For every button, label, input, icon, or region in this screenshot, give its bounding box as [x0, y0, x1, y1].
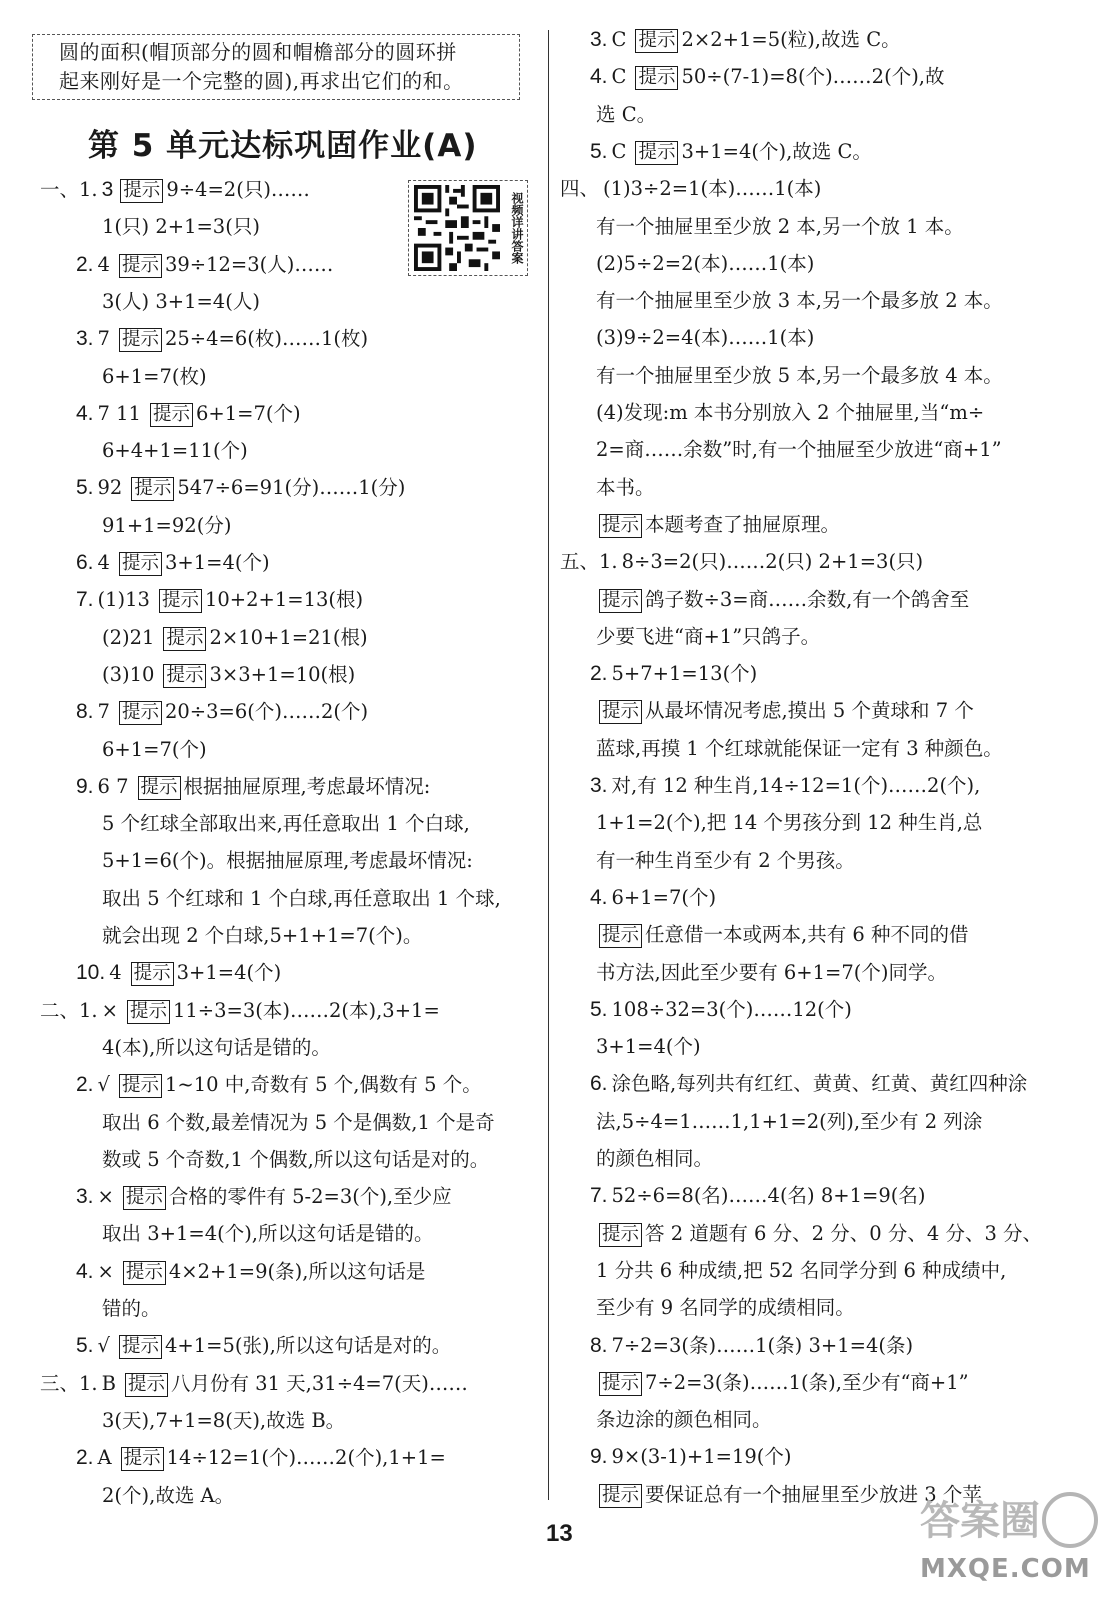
answer-text: 1(只) 2+1=3(只): [102, 215, 260, 239]
question-number: 7.: [76, 588, 94, 612]
answer-text: 10+2+1=13(根): [204, 588, 364, 612]
answer-text: 4(本),所以这句话是错的。: [102, 1035, 331, 1059]
answer-text: 6+1=7(枚): [102, 364, 207, 388]
hint-label: 提示: [123, 1186, 166, 1210]
answer-text: 547÷6=91(分)……1(分): [177, 476, 406, 500]
answer-text: 有一种生肖至少有 2 个男孩。: [596, 848, 855, 872]
answer-line: [596, 735, 1003, 763]
section-number: 五、1.: [560, 550, 618, 574]
hint-label: 提示: [120, 179, 163, 203]
hint-label: 提示: [599, 924, 642, 948]
answer-text: 6+1=7(个): [611, 885, 717, 909]
answer-text: 就会出现 2 个白球,5+1+1=7(个)。: [102, 924, 423, 947]
answer-line: [102, 213, 260, 241]
watermark-text: MXQE.COM: [920, 1554, 1091, 1584]
answer-text: 5+7+1=13(个): [611, 662, 758, 686]
answer-line: [76, 698, 368, 726]
answer-text: 9÷4=2(只)……: [166, 178, 310, 201]
answer-text: 的颜色相同。: [596, 1147, 714, 1170]
answer-text: 书方法,因此至少要有 6+1=7(个)同学。: [596, 960, 948, 984]
answer-text: 52÷6=8(名)……4(名) 8+1=9(名): [611, 1184, 926, 1208]
question-number: 4.: [590, 885, 608, 909]
hint-label: 提示: [150, 403, 193, 427]
answer-line: [590, 1332, 913, 1360]
answer-line: [40, 176, 310, 204]
hint-label: 提示: [599, 589, 642, 613]
answer-line: [590, 1182, 925, 1210]
answer-text: (2)5÷2=2(本)……1(本): [596, 251, 815, 275]
answer-text: 八月份有 31 天,31÷4=7(天)……: [170, 1371, 468, 1395]
answer-value: √: [97, 1073, 110, 1097]
hint-label: 提示: [131, 477, 174, 501]
answer-line: [596, 362, 1003, 390]
answer-value: ×: [101, 998, 118, 1022]
answer-text: 条边涂的颜色相同。: [596, 1408, 772, 1432]
answer-text: 5 个红球全部取出来,再任意取出 1 个白球,: [102, 812, 470, 836]
answer-text: 3×3+1=10(根): [209, 662, 356, 686]
answer-text: 7÷2=3(条)……1(条) 3+1=4(条): [611, 1333, 914, 1357]
answer-line: [76, 325, 368, 353]
question-number: 2.: [590, 662, 608, 686]
answer-text: 3+1=4(个): [596, 1035, 701, 1059]
answer-line: [102, 1220, 434, 1248]
note-line-2: 起来刚好是一个完整的圆),再求出它们的和。: [59, 69, 464, 93]
question-number: 4.: [76, 1259, 94, 1283]
answer-line: [596, 921, 969, 949]
answer-line: [102, 661, 355, 689]
answer-line: [102, 363, 207, 391]
answer-text: 6+1=7(个): [195, 401, 301, 425]
answer-line: [76, 586, 363, 614]
answer-text: 要保证总有一个抽屉里至少放进 3 个苹: [645, 1482, 982, 1506]
answer-line: [596, 697, 974, 725]
answer-text: 根据抽屉原理,考虑最坏情况:: [183, 774, 431, 798]
answer-line: [596, 623, 820, 651]
answer-text: 对,有 12 种生肖,14÷12=1(个)……2(个),: [611, 774, 981, 797]
answer-text: 答 2 道题有 6 分、2 分、0 分、4 分、3 分、: [645, 1221, 1043, 1245]
answer-line: [596, 1406, 772, 1434]
answer-line: [102, 847, 473, 875]
answer-text: 任意借一本或两本,共有 6 种不同的借: [645, 923, 969, 947]
left-column: [40, 0, 540, 1600]
answer-text: 涂色略,每列共有红红、黄黄、红黄、黄红四种涂: [611, 1072, 1028, 1096]
answer-text: 91+1=92(分): [102, 513, 232, 537]
question-number: 9.: [590, 1445, 608, 1469]
answer-text: 蓝球,再摸 1 个红球就能保证一定有 3 种颜色。: [596, 736, 1003, 760]
section-number: 一、1.: [40, 178, 98, 201]
answer-line: [596, 511, 840, 539]
question-number: 2.: [76, 1446, 94, 1470]
answer-line: [590, 660, 757, 688]
answer-line: [102, 1109, 495, 1137]
answer-text: 9×(3-1)+1=19(个): [611, 1445, 792, 1469]
answer-line: [590, 1443, 792, 1471]
answer-text: 6+4+1=11(个): [102, 439, 248, 463]
answer-line: [590, 63, 945, 91]
answer-value: C: [611, 65, 627, 89]
answer-line: [596, 1369, 969, 1397]
answer-line: [76, 400, 301, 428]
watermark-logo-icon: [880, 1462, 1110, 1562]
answer-text: 14÷12=1(个)……2(个),1+1=: [166, 1446, 446, 1470]
answer-value: A: [97, 1446, 112, 1470]
question-number: 3.: [590, 774, 608, 797]
hint-label: 提示: [599, 1372, 642, 1396]
answer-line: [102, 1407, 345, 1435]
hint-label: 提示: [163, 664, 206, 688]
answer-line: [76, 959, 281, 987]
answer-line: [40, 1370, 468, 1398]
question-number: 8.: [76, 700, 94, 724]
answer-text: (4)发现:m 本书分别放入 2 个抽屉里,当“m÷: [596, 401, 985, 424]
answer-text: 有一个抽屉里至少放 2 本,另一个放 1 本。: [596, 214, 964, 238]
answer-line: [590, 1070, 1027, 1098]
hint-label: 提示: [159, 589, 202, 613]
answer-line: [560, 548, 923, 576]
watermark-logo-text: 答案圈: [920, 1498, 1040, 1544]
answer-text: 合格的零件有 5-2=3(个),至少应: [168, 1185, 452, 1209]
answer-value: (2)21: [102, 625, 155, 649]
answer-value: √: [97, 1334, 110, 1358]
answer-value: C: [611, 28, 627, 51]
answer-line: [596, 1145, 713, 1173]
answer-line: [596, 586, 969, 614]
column-divider: [548, 30, 549, 1500]
answer-value: ×: [97, 1185, 114, 1209]
answer-text: 3+1=4(个): [176, 961, 282, 985]
answer-line: [590, 26, 901, 54]
answer-value: 92: [97, 476, 123, 500]
page-number: 13: [546, 1520, 573, 1547]
watermark-logo: [880, 1462, 1110, 1592]
answer-line: [76, 1332, 451, 1360]
answer-text: 至少有 9 名同学的成绩相同。: [596, 1296, 855, 1320]
answer-text: 取出 6 个数,最差情况为 5 个是偶数,1 个是奇: [102, 1110, 495, 1134]
answer-text: 3+1=4(个): [164, 551, 270, 574]
question-number: 10.: [76, 961, 106, 985]
answer-line: [102, 1146, 489, 1174]
answer-text: 3(人) 3+1=4(人): [102, 289, 260, 313]
answer-line: [596, 250, 814, 278]
answer-line: [596, 287, 1003, 315]
qr-label: 视频详讲答案: [510, 192, 524, 264]
hint-label: 提示: [127, 1000, 170, 1024]
hint-label: 提示: [119, 552, 162, 576]
answer-line: [596, 1108, 982, 1136]
section-number: 三、1.: [40, 1371, 98, 1395]
answer-text: 3(天),7+1=8(天),故选 B。: [102, 1408, 346, 1432]
answer-value: 4: [97, 551, 110, 574]
answer-line: [596, 809, 982, 837]
answer-line: [102, 1295, 161, 1323]
question-number: 5.: [76, 476, 94, 500]
answer-value: 4: [109, 961, 122, 985]
answer-line: [102, 512, 231, 540]
answer-line: [76, 1071, 482, 1099]
answer-text: 本题考查了抽屉原理。: [645, 512, 841, 536]
unit-title: 第 5 单元达标巩固作业(A): [88, 128, 478, 164]
answer-text: 25÷4=6(枚)……1(枚): [164, 327, 369, 351]
answer-value: B: [101, 1371, 116, 1395]
question-number: 6.: [590, 1072, 608, 1096]
answer-text: 2×10+1=21(根): [209, 625, 368, 649]
answer-line: [596, 474, 655, 502]
hint-label: 提示: [121, 1447, 164, 1471]
hint-label: 提示: [599, 1484, 642, 1508]
hint-label: 提示: [131, 962, 174, 986]
answer-text: (1)3÷2=1(本)……1(本): [603, 177, 822, 201]
hint-label: 提示: [599, 514, 642, 538]
answer-line: [102, 624, 368, 652]
answer-text: 4+1=5(张),所以这句话是对的。: [164, 1334, 452, 1358]
answer-value: 6 7: [97, 774, 129, 798]
answer-value: 4: [97, 252, 110, 276]
answer-text: 7÷2=3(条)……1(条),至少有“商+1”: [645, 1370, 969, 1394]
answer-line: [76, 251, 333, 279]
answer-line: [76, 1183, 452, 1211]
answer-text: 20÷3=6(个)……2(个): [164, 700, 369, 724]
answer-line: [102, 288, 260, 316]
answer-text: 50÷(7-1)=8(个)……2(个),故: [681, 65, 945, 89]
answer-line: [596, 1033, 701, 1061]
question-number: 5.: [590, 139, 608, 163]
question-number: 3.: [590, 28, 608, 51]
answer-value: 7: [97, 700, 110, 724]
answer-text: 1~10 中,奇数有 5 个,偶数有 5 个。: [164, 1073, 482, 1097]
answer-line: [596, 436, 1002, 464]
question-number: 3: [101, 178, 114, 201]
answer-text: 鸽子数÷3=商……余数,有一个鸽舍至: [645, 587, 970, 611]
answer-line: [76, 1444, 446, 1472]
question-number: 3.: [76, 1185, 94, 1209]
answer-line: [560, 175, 821, 203]
answer-line: [102, 437, 248, 465]
answer-value: C: [611, 139, 627, 163]
section-number: 二、1.: [40, 998, 98, 1022]
answer-text: 法,5÷4=1……1,1+1=2(列),至少有 2 列涂: [596, 1109, 983, 1133]
answer-value: 7 11: [97, 401, 141, 425]
question-number: 5.: [590, 997, 608, 1021]
answer-text: 1 分共 6 种成绩,把 52 名同学分到 6 种成绩中,: [596, 1258, 1007, 1282]
answer-line: [102, 810, 470, 838]
hint-label: 提示: [599, 700, 642, 724]
hint-label: 提示: [125, 1373, 168, 1397]
answer-value: ×: [97, 1259, 114, 1283]
question-number: 4.: [76, 401, 94, 425]
answer-line: [590, 138, 872, 166]
answer-line: [596, 847, 855, 875]
answer-value: 7: [97, 327, 110, 351]
hint-label: 提示: [163, 627, 206, 651]
answer-line: [102, 1034, 331, 1062]
hint-label: 提示: [119, 1074, 162, 1098]
answer-text: 有一个抽屉里至少放 3 本,另一个最多放 2 本。: [596, 289, 1003, 313]
answer-line: [596, 213, 964, 241]
hint-label: 提示: [635, 141, 678, 165]
answer-line: [590, 884, 716, 912]
answer-text: 数或 5 个奇数,1 个偶数,所以这句话是对的。: [102, 1147, 490, 1171]
question-number: 5.: [76, 1334, 94, 1358]
answer-line: [596, 959, 947, 987]
answer-text: 39÷12=3(人)……: [164, 252, 334, 276]
hint-label: 提示: [119, 1335, 162, 1359]
hint-label: 提示: [599, 1223, 642, 1247]
answer-line: [40, 997, 440, 1025]
answer-line: [102, 922, 422, 950]
answer-line: [596, 101, 656, 129]
question-number: 2.: [76, 1073, 94, 1097]
answer-text: 有一个抽屉里至少放 5 本,另一个最多放 4 本。: [596, 363, 1003, 387]
hint-label: 提示: [635, 29, 678, 53]
answer-text: 2(个),故选 A。: [102, 1483, 235, 1507]
answer-line: [76, 474, 405, 502]
answer-line: [590, 772, 980, 800]
question-number: 2.: [76, 252, 94, 276]
answer-line: [596, 1294, 855, 1322]
answer-line: [76, 773, 430, 801]
answer-text: 6+1=7(个): [102, 737, 207, 761]
hint-label: 提示: [123, 1261, 166, 1285]
answer-line: [590, 996, 852, 1024]
note-line-1: 圆的面积(帽顶部分的圆和帽檐部分的圆环拼: [59, 40, 457, 64]
question-number: 3.: [76, 327, 94, 351]
answer-line: [102, 885, 501, 913]
answer-value: (1)13: [97, 588, 150, 612]
question-number: 7.: [590, 1184, 608, 1208]
answer-line: [76, 1258, 425, 1286]
answer-text: 11÷3=3(本)……2(本),3+1=: [172, 998, 440, 1022]
hint-label: 提示: [138, 776, 181, 800]
answer-text: (3)9÷2=4(本)……1(本): [596, 326, 815, 350]
answer-text: 5+1=6(个)。根据抽屉原理,考虑最坏情况:: [102, 849, 473, 873]
answer-text: 2×2+1=5(粒),故选 C。: [681, 28, 901, 51]
answer-line: [596, 399, 984, 427]
answer-text: 取出 3+1=4(个),所以这句话是错的。: [102, 1222, 434, 1246]
answer-text: 错的。: [102, 1297, 161, 1320]
hint-label: 提示: [119, 701, 162, 725]
answer-text: 108÷32=3(个)……12(个): [611, 997, 852, 1021]
answer-line: [76, 549, 270, 577]
answer-text: 少要飞进“商+1”只鸽子。: [596, 624, 821, 648]
answer-text: 选 C。: [596, 102, 657, 126]
question-number: 9.: [76, 774, 94, 798]
answer-text: 从最坏情况考虑,摸出 5 个黄球和 7 个: [645, 699, 974, 723]
answer-text: 本书。: [596, 475, 655, 499]
answer-text: 2=商……余数”时,有一个抽屉至少放进“商+1”: [596, 438, 1002, 462]
section-number: 四、: [560, 177, 600, 201]
question-number: 4.: [590, 65, 608, 89]
answer-text: 3+1=4(个),故选 C。: [681, 139, 872, 163]
answer-text: 1+1=2(个),把 14 个男孩分到 12 种生肖,总: [596, 811, 983, 835]
answer-line: [596, 1220, 1042, 1248]
answer-text: 8÷3=2(只)……2(只) 2+1=3(只): [621, 550, 924, 574]
answer-line: [102, 736, 207, 764]
answer-line: [596, 1257, 1006, 1285]
question-number: 8.: [590, 1333, 608, 1357]
question-number: 6.: [76, 551, 94, 574]
answer-line: [596, 324, 814, 352]
hint-label: 提示: [119, 254, 162, 278]
answer-value: (3)10: [102, 662, 155, 686]
right-column: [560, 0, 1100, 1600]
hint-label: 提示: [119, 328, 162, 352]
answer-line: [102, 1482, 234, 1510]
hint-label: 提示: [635, 66, 678, 90]
answer-text: 取出 5 个红球和 1 个白球,再任意取出 1 个球,: [102, 886, 501, 910]
answer-text: 4×2+1=9(条),所以这句话是: [168, 1259, 426, 1283]
